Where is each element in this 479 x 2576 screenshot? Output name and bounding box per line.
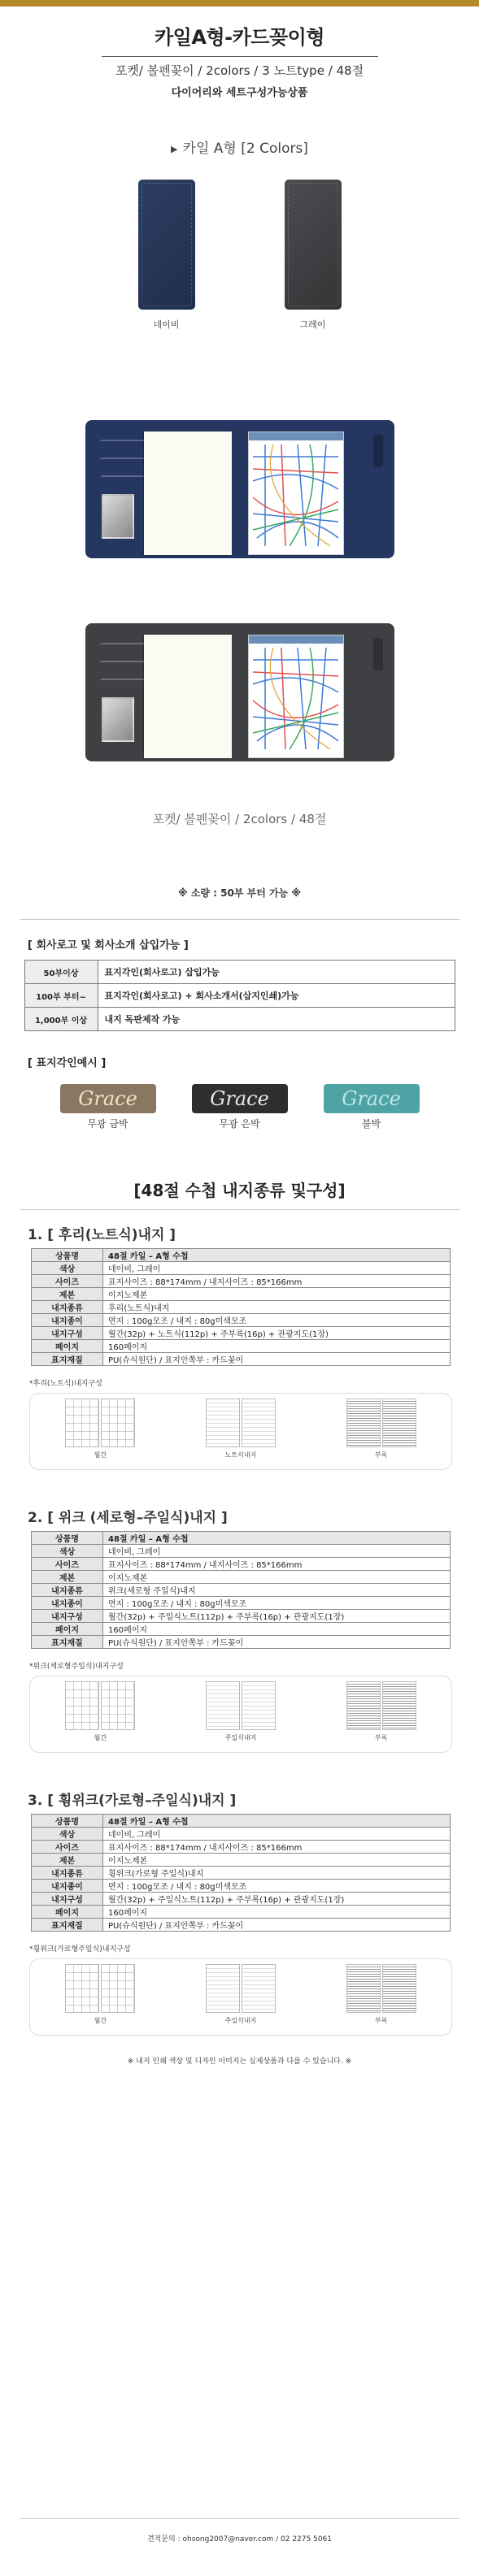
table-row bbox=[24, 1008, 455, 1031]
spec-key: 페이지 bbox=[32, 1906, 103, 1919]
spec-value: PU(슈식원단) / 표지안쪽부 : 카드꽂이 bbox=[103, 1353, 451, 1366]
table-key: 1,000부 이상 bbox=[24, 1008, 98, 1031]
table-value: 내지 독판제작 가능 bbox=[98, 1008, 455, 1031]
table-row bbox=[32, 1636, 451, 1649]
spec-key: 내지종이 bbox=[32, 1880, 103, 1893]
table-row bbox=[24, 984, 455, 1008]
page-thumbnail bbox=[346, 1681, 381, 1730]
features-caption: 포켓/ 볼펜꽂이 / 2colors / 48절 bbox=[152, 812, 327, 826]
pen-loop bbox=[373, 638, 383, 670]
spec-key: 사이즈 bbox=[32, 1841, 103, 1854]
footer-contact: 견적문의 : ohsong2007@naver.com / 02 2275 5061 bbox=[146, 2535, 333, 2543]
card-slot bbox=[100, 458, 145, 472]
compose-box bbox=[29, 1676, 452, 1753]
logo-section-heading: [ 회사로고 및 회사소개 삽입가능 ] bbox=[28, 939, 189, 952]
table-row bbox=[32, 1301, 451, 1314]
clear-window bbox=[102, 697, 134, 742]
spec-key: 내지종류 bbox=[32, 1301, 103, 1314]
top-gold-bar bbox=[0, 0, 479, 7]
table-row bbox=[32, 1584, 451, 1597]
blank-notepad bbox=[144, 432, 232, 555]
page-thumbnail bbox=[382, 1399, 416, 1447]
page-subtitle-2: 다이어리와 세트구성가능상품 bbox=[171, 87, 308, 99]
footer-rule bbox=[20, 2518, 459, 2519]
table-row bbox=[32, 1249, 451, 1262]
table-row bbox=[32, 1880, 451, 1893]
spec-key: 페이지 bbox=[32, 1623, 103, 1636]
inner-types-list bbox=[0, 1223, 479, 2036]
spec-value: 월간(32p) + 주일식노트(112p) + 주부록(16p) + 관광지도(1장) bbox=[103, 1893, 451, 1906]
table-row bbox=[32, 1327, 451, 1340]
spec-key: 제본 bbox=[32, 1854, 103, 1867]
inner-type-heading: 3. [ 휭위크(가로형–주일식)내지 ] bbox=[28, 1793, 237, 1809]
inner-type-section bbox=[0, 1223, 479, 1470]
table-key: 100부 부터~ bbox=[24, 984, 98, 1008]
card-slot bbox=[100, 661, 145, 675]
clear-window bbox=[102, 494, 134, 539]
color-swatches bbox=[0, 180, 479, 331]
spec-value: 표지사이즈 : 88*174mm / 내지사이즈 : 85*166mm bbox=[103, 1275, 451, 1288]
spec-value: 면지 : 100g모조 / 내지 : 80g미색모조 bbox=[103, 1597, 451, 1610]
inner-left-panel bbox=[94, 428, 237, 550]
spec-key: 색상 bbox=[32, 1545, 103, 1558]
card-slot bbox=[100, 679, 145, 693]
spec-key: 내지종류 bbox=[32, 1867, 103, 1880]
page-thumbnail bbox=[65, 1681, 99, 1730]
table-value: 표지각인(회사로고) 삽입가능 bbox=[98, 961, 455, 984]
engrave-caption: 무광 은박 bbox=[219, 1118, 260, 1130]
page-subtitle: 포켓/ 볼펜꽂이 / 2colors / 3 노트type / 48절 bbox=[115, 63, 364, 78]
thumb-group bbox=[206, 1964, 276, 2025]
thumb-group bbox=[65, 1399, 135, 1459]
compose-label: *위크(세로형주일식)내지구성 bbox=[29, 1663, 124, 1671]
thumb-group bbox=[206, 1399, 276, 1459]
spec-key: 색상 bbox=[32, 1262, 103, 1275]
table-row bbox=[32, 1919, 451, 1932]
card-slot bbox=[100, 475, 145, 490]
spec-value: 48절 카일 – A형 수첩 bbox=[103, 1532, 451, 1545]
thumb-caption: 노트식내지 bbox=[224, 1451, 257, 1459]
thumb-pair bbox=[206, 1964, 276, 2013]
compose-box bbox=[29, 1958, 452, 2036]
thumb-pair bbox=[206, 1681, 276, 1730]
engrave-gold bbox=[60, 1084, 156, 1130]
page-thumbnail bbox=[101, 1399, 135, 1447]
model-heading bbox=[0, 137, 479, 157]
thumb-group bbox=[346, 1681, 416, 1742]
table-row bbox=[32, 1906, 451, 1919]
spec-key: 내지구성 bbox=[32, 1610, 103, 1623]
thumb-caption: 월간 bbox=[94, 1451, 107, 1459]
thumb-group bbox=[346, 1964, 416, 2025]
table-row bbox=[32, 1353, 451, 1366]
spec-value: 160페이지 bbox=[103, 1906, 451, 1919]
spec-table bbox=[31, 1531, 451, 1649]
min-order-note: ※ 소량 : 50부 부터 가능 ※ bbox=[177, 887, 302, 899]
inner-left-panel bbox=[94, 631, 237, 753]
cover-stitch bbox=[288, 183, 338, 306]
spec-value: 네이비, 그레이 bbox=[103, 1828, 451, 1841]
page-thumbnail bbox=[242, 1681, 276, 1730]
logo-options-table bbox=[24, 960, 455, 1031]
spec-value: 이지노제본 bbox=[103, 1571, 451, 1584]
thumb-group bbox=[346, 1399, 416, 1459]
swatch-gray bbox=[285, 180, 342, 331]
spec-value: PU(슈식원단) / 표지안쪽부 : 카드꽂이 bbox=[103, 1919, 451, 1932]
cover-gray-image bbox=[285, 180, 342, 310]
spec-key: 상품명 bbox=[32, 1815, 103, 1828]
inner-type-section bbox=[0, 1789, 479, 2036]
spec-key: 내지구성 bbox=[32, 1327, 103, 1340]
page-title: 카일A형-카드꽂이형 bbox=[154, 26, 324, 49]
page-thumbnail bbox=[242, 1399, 276, 1447]
thumb-caption: 월간 bbox=[94, 1734, 107, 1741]
spec-key: 사이즈 bbox=[32, 1558, 103, 1571]
swatch-navy bbox=[138, 180, 195, 331]
engrave-silver bbox=[192, 1084, 288, 1130]
spec-value: 네이비, 그레이 bbox=[103, 1262, 451, 1275]
spec-key: 상품명 bbox=[32, 1532, 103, 1545]
table-row bbox=[24, 961, 455, 984]
spec-value: 표지사이즈 : 88*174mm / 내지사이즈 : 85*166mm bbox=[103, 1841, 451, 1854]
footnote: ※ 내지 인쇄 색상 및 디자인 이미지는 실제상품과 다를 수 있습니다. ※ bbox=[127, 2058, 352, 2066]
table-row bbox=[32, 1841, 451, 1854]
spec-value: 네이비, 그레이 bbox=[103, 1545, 451, 1558]
subway-map-graphic bbox=[249, 432, 344, 555]
table-row bbox=[32, 1571, 451, 1584]
spec-value: 면지 : 100g모조 / 내지 : 80g미색모조 bbox=[103, 1314, 451, 1327]
spec-key: 사이즈 bbox=[32, 1275, 103, 1288]
engrave-gold-sample: Grace bbox=[60, 1084, 156, 1113]
page-thumbnail bbox=[242, 1964, 276, 2013]
page-thumbnail bbox=[382, 1681, 416, 1730]
thumb-pair bbox=[65, 1964, 135, 2013]
table-row bbox=[32, 1867, 451, 1880]
inner-right-panel bbox=[243, 428, 386, 550]
table-row bbox=[32, 1288, 451, 1301]
engrave-caption: 불박 bbox=[361, 1118, 381, 1130]
spec-key: 내지종이 bbox=[32, 1597, 103, 1610]
table-row bbox=[32, 1815, 451, 1828]
page-thumbnail bbox=[206, 1399, 240, 1447]
pen-loop bbox=[373, 435, 383, 467]
table-row bbox=[32, 1623, 451, 1636]
page-thumbnail bbox=[65, 1399, 99, 1447]
inner-type-heading: 1. [ 후리(노트식)내지 ] bbox=[28, 1227, 176, 1243]
compose-label: *후리(노트식)내지구성 bbox=[29, 1380, 102, 1388]
table-row bbox=[32, 1558, 451, 1571]
engrave-caption: 무광 금박 bbox=[87, 1118, 128, 1130]
spec-key: 제본 bbox=[32, 1288, 103, 1301]
thumb-pair bbox=[65, 1399, 135, 1447]
spec-value: 면지 : 100g모조 / 내지 : 80g미색모조 bbox=[103, 1880, 451, 1893]
table-row bbox=[32, 1893, 451, 1906]
table-row bbox=[32, 1340, 451, 1353]
page-thumbnail bbox=[382, 1964, 416, 2013]
title-rule bbox=[102, 56, 378, 57]
heading-rule bbox=[20, 1209, 459, 1210]
spec-key: 표지재질 bbox=[32, 1636, 103, 1649]
page-thumbnail bbox=[101, 1964, 135, 2013]
spec-value: 월간(32p) + 주일식노트(112p) + 주부록(16p) + 관광지도(1장) bbox=[103, 1610, 451, 1623]
page-thumbnail bbox=[346, 1399, 381, 1447]
spec-value: 월간(32p) + 노트식(112p) + 주부록(16p) + 관광지도(1장) bbox=[103, 1327, 451, 1340]
spec-value: 160페이지 bbox=[103, 1623, 451, 1636]
spec-value: 160페이지 bbox=[103, 1340, 451, 1353]
page-thumbnail bbox=[206, 1964, 240, 2013]
spec-key: 내지구성 bbox=[32, 1893, 103, 1906]
spec-table bbox=[31, 1814, 451, 1932]
spec-key: 표지재질 bbox=[32, 1919, 103, 1932]
spec-key: 색상 bbox=[32, 1828, 103, 1841]
thumb-group bbox=[65, 1964, 135, 2025]
thumb-pair bbox=[206, 1399, 276, 1447]
engrave-examples bbox=[0, 1084, 479, 1130]
inner-type-heading: 2. [ 위크 (세로형–주일식)내지 ] bbox=[28, 1510, 228, 1526]
thumb-caption: 부록 bbox=[374, 1734, 388, 1741]
swatch-label: 그레이 bbox=[299, 319, 326, 330]
spec-value: 위크(세로형 주일식)내지 bbox=[103, 1584, 451, 1597]
table-row bbox=[32, 1545, 451, 1558]
thumb-caption: 주일식내지 bbox=[224, 2017, 257, 2024]
spec-key: 페이지 bbox=[32, 1340, 103, 1353]
inner-types-heading: [48절 수첩 내지종류 및구성] bbox=[133, 1181, 346, 1200]
table-row bbox=[32, 1854, 451, 1867]
spec-value: 48절 카일 – A형 수첩 bbox=[103, 1815, 451, 1828]
spec-value: 표지사이즈 : 88*174mm / 내지사이즈 : 85*166mm bbox=[103, 1558, 451, 1571]
page-thumbnail bbox=[65, 1964, 99, 2013]
page-thumbnail bbox=[346, 1964, 381, 2013]
thumb-caption: 월간 bbox=[94, 2017, 107, 2024]
spec-value: 48절 카일 – A형 수첩 bbox=[103, 1249, 451, 1262]
spec-key: 제본 bbox=[32, 1571, 103, 1584]
engrave-section-heading: [ 표지각인예시 ] bbox=[28, 1057, 107, 1069]
spec-key: 표지재질 bbox=[32, 1353, 103, 1366]
thumb-pair bbox=[346, 1681, 416, 1730]
engrave-foil-sample: Grace bbox=[324, 1084, 420, 1113]
table-row bbox=[32, 1314, 451, 1327]
engrave-foil bbox=[324, 1084, 420, 1130]
spec-key: 내지종류 bbox=[32, 1584, 103, 1597]
thumb-caption: 부록 bbox=[374, 2017, 388, 2024]
spec-value: 이지노제본 bbox=[103, 1288, 451, 1301]
card-slot bbox=[100, 440, 145, 454]
table-key: 50부이상 bbox=[24, 961, 98, 984]
table-row bbox=[32, 1262, 451, 1275]
spec-key: 상품명 bbox=[32, 1249, 103, 1262]
card-slot bbox=[100, 643, 145, 657]
subway-map-graphic bbox=[249, 635, 344, 758]
open-notebook-gray bbox=[85, 623, 394, 761]
triangle-right-icon: ▶ bbox=[171, 143, 178, 154]
table-value: 표지각인(회사로고) + 회사소개서(삽지인쇄)가능 bbox=[98, 984, 455, 1008]
subway-map-page bbox=[248, 432, 344, 555]
thumb-pair bbox=[346, 1964, 416, 2013]
spec-key: 내지종이 bbox=[32, 1314, 103, 1327]
subway-map-page bbox=[248, 635, 344, 758]
table-row bbox=[32, 1610, 451, 1623]
thumb-caption: 부록 bbox=[374, 1451, 388, 1459]
thumb-caption: 주일식내지 bbox=[224, 1734, 257, 1741]
compose-box bbox=[29, 1393, 452, 1470]
thumb-pair bbox=[65, 1681, 135, 1730]
cover-stitch bbox=[142, 183, 192, 306]
table-row bbox=[32, 1828, 451, 1841]
page-thumbnail bbox=[206, 1681, 240, 1730]
header bbox=[0, 7, 479, 99]
section-divider bbox=[20, 919, 459, 920]
spec-value: 휭위크(가로형 주일식)내지 bbox=[103, 1867, 451, 1880]
page-thumbnail bbox=[101, 1681, 135, 1730]
cover-navy-image bbox=[138, 180, 195, 310]
inner-type-section bbox=[0, 1506, 479, 1753]
thumb-group bbox=[65, 1681, 135, 1742]
spec-value: 후리(노트식)내지 bbox=[103, 1301, 451, 1314]
open-notebook-navy bbox=[85, 420, 394, 558]
thumb-group bbox=[206, 1681, 276, 1742]
table-row bbox=[32, 1275, 451, 1288]
engrave-silver-sample: Grace bbox=[192, 1084, 288, 1113]
swatch-label: 네이비 bbox=[153, 319, 180, 330]
spec-value: PU(슈식원단) / 표지안쪽부 : 카드꽂이 bbox=[103, 1636, 451, 1649]
table-row bbox=[32, 1597, 451, 1610]
thumb-pair bbox=[346, 1399, 416, 1447]
model-heading-text: 카일 A형 [2 Colors] bbox=[182, 141, 308, 157]
compose-label: *휭위크(가로형주일식)내지구성 bbox=[29, 1945, 131, 1954]
inner-right-panel bbox=[243, 631, 386, 753]
spec-table bbox=[31, 1248, 451, 1366]
table-row bbox=[32, 1532, 451, 1545]
blank-notepad bbox=[144, 635, 232, 758]
spec-value: 이지노제본 bbox=[103, 1854, 451, 1867]
